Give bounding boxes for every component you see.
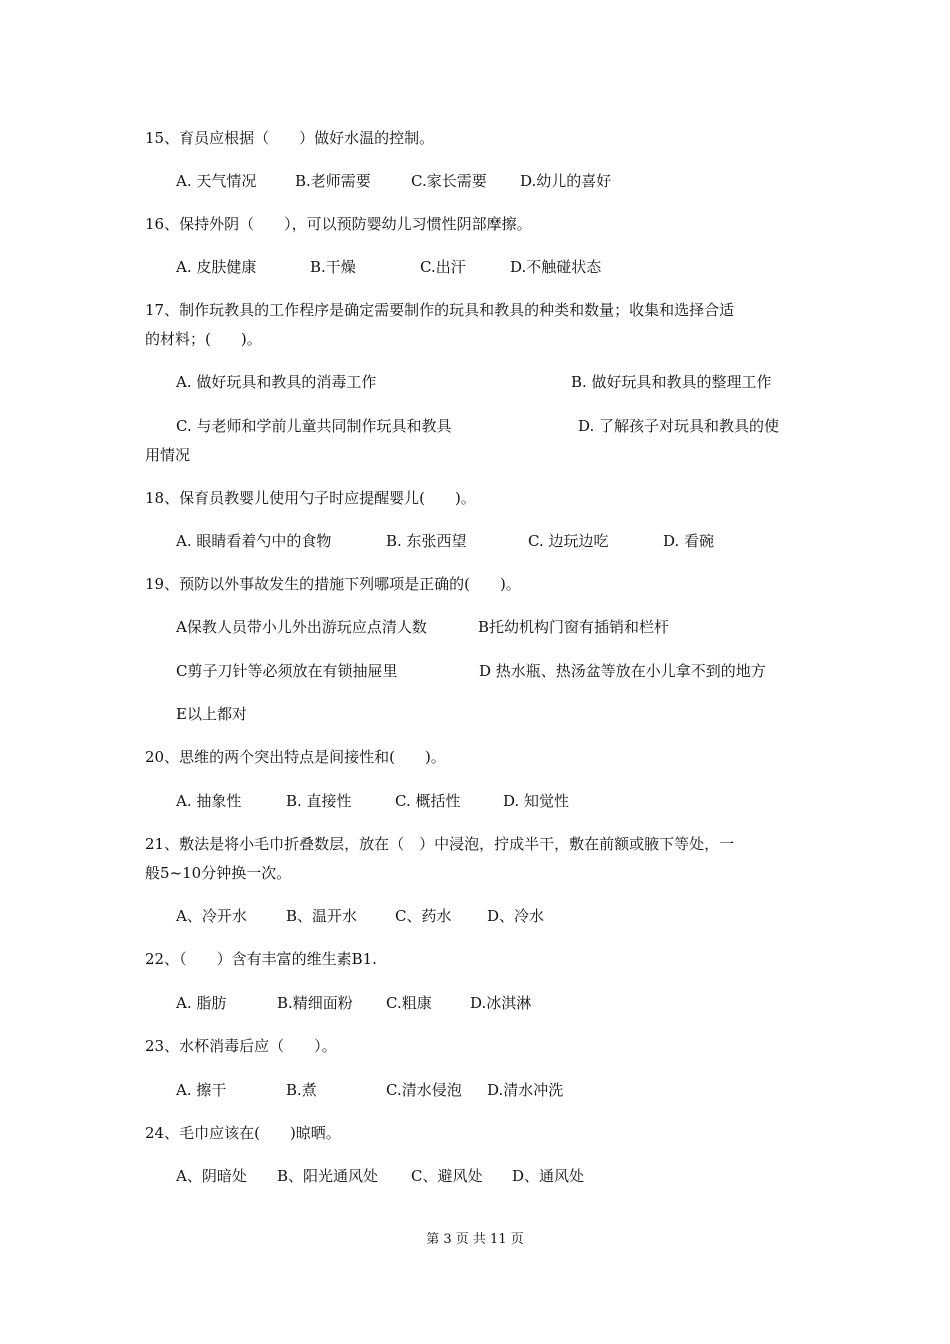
- question-19-option-c: C剪子刀针等必须放在有锁抽屉里: [176, 662, 398, 680]
- question-16-option-c: C.出汗: [420, 258, 466, 276]
- question-20-option-d: D. 知觉性: [503, 792, 570, 810]
- question-17-option-d-continued: 用情况: [145, 446, 191, 464]
- question-17-stem-line-2: 的材料；( )。: [145, 330, 262, 348]
- question-15-option-c: C.家长需要: [411, 172, 487, 190]
- question-22-option-d: D.冰淇淋: [470, 994, 532, 1012]
- question-18-option-b: B. 东张西望: [386, 532, 467, 550]
- question-22-option-a: A. 脂肪: [176, 994, 227, 1012]
- question-19-option-b: B托幼机构门窗有插销和栏杆: [478, 618, 670, 636]
- question-17-option-a: A. 做好玩具和教具的消毒工作: [176, 373, 377, 391]
- question-16-stem: 16、保持外阴（ ），可以预防婴幼儿习惯性阴部摩擦。: [145, 215, 532, 233]
- question-16-option-d: D.不触碰状态: [510, 258, 602, 276]
- question-22-stem: 22、（ ）含有丰富的维生素B1.: [145, 950, 377, 968]
- question-21-option-d: D、冷水: [487, 907, 545, 925]
- question-20-option-c: C. 概括性: [395, 792, 461, 810]
- question-15-option-d: D.幼儿的喜好: [520, 172, 612, 190]
- question-23-option-d: D.清水冲洗: [487, 1081, 564, 1099]
- question-24-option-b: B、阳光通风处: [277, 1167, 379, 1185]
- question-17-option-b: B. 做好玩具和教具的整理工作: [571, 373, 772, 391]
- question-17-stem-line-1: 17、制作玩教具的工作程序是确定需要制作的玩具和教具的种类和数量；收集和选择合适: [145, 301, 735, 319]
- question-17-option-d: D. 了解孩子对玩具和教具的使: [578, 417, 780, 435]
- question-23-option-a: A. 擦干: [176, 1081, 227, 1099]
- question-21-option-b: B、温开水: [286, 907, 358, 925]
- question-16-option-b: B.干燥: [310, 258, 356, 276]
- question-23-option-c: C.清水侵泡: [386, 1081, 462, 1099]
- question-23-option-b: B.煮: [286, 1081, 317, 1099]
- question-24-option-c: C、避风处: [411, 1167, 483, 1185]
- question-20-stem: 20、思维的两个突出特点是间接性和( )。: [145, 748, 446, 766]
- question-22-option-c: C.粗康: [386, 994, 432, 1012]
- question-15-stem: 15、育员应根据（ ）做好水温的控制。: [145, 129, 435, 147]
- page-number-footer: 第 3 页 共 11 页: [426, 1232, 524, 1247]
- question-18-stem: 18、保育员教婴儿使用勺子时应提醒婴儿( )。: [145, 489, 476, 507]
- question-17-option-c: C. 与老师和学前儿童共同制作玩具和教具: [176, 417, 452, 435]
- question-21-stem-line-1: 21、敷法是将小毛巾折叠数层，放在（ ）中浸泡，拧成半干，敷在前额或腋下等处，一: [145, 835, 735, 853]
- question-19-stem: 19、预防以外事故发生的措施下列哪项是正确的( )。: [145, 575, 521, 593]
- question-19-option-e: E以上都对: [176, 705, 247, 723]
- question-21-option-c: C、药水: [395, 907, 452, 925]
- question-19-option-d: D 热水瓶、热汤盆等放在小儿拿不到的地方: [479, 662, 766, 680]
- question-24-stem: 24、毛巾应该在( )晾晒。: [145, 1124, 341, 1142]
- question-21-stem-line-2: 般5~10分钟换一次。: [145, 864, 292, 882]
- question-16-option-a: A. 皮肤健康: [176, 258, 257, 276]
- question-20-option-b: B. 直接性: [286, 792, 352, 810]
- question-18-option-a: A. 眼睛看着勺中的食物: [176, 532, 332, 550]
- question-19-option-a: A保教人员带小儿外出游玩应点清人数: [176, 618, 427, 636]
- question-22-option-b: B.精细面粉: [277, 994, 353, 1012]
- question-15-option-b: B.老师需要: [295, 172, 371, 190]
- question-20-option-a: A. 抽象性: [176, 792, 242, 810]
- question-23-stem: 23、水杯消毒后应（ ）。: [145, 1037, 337, 1055]
- question-24-option-a: A、阴暗处: [176, 1167, 247, 1185]
- question-21-option-a: A、冷开水: [176, 907, 247, 925]
- question-18-option-d: D. 看碗: [663, 532, 715, 550]
- question-18-option-c: C. 边玩边吃: [528, 532, 609, 550]
- question-15-option-a: A. 天气情况: [176, 172, 257, 190]
- question-24-option-d: D、通风处: [512, 1167, 585, 1185]
